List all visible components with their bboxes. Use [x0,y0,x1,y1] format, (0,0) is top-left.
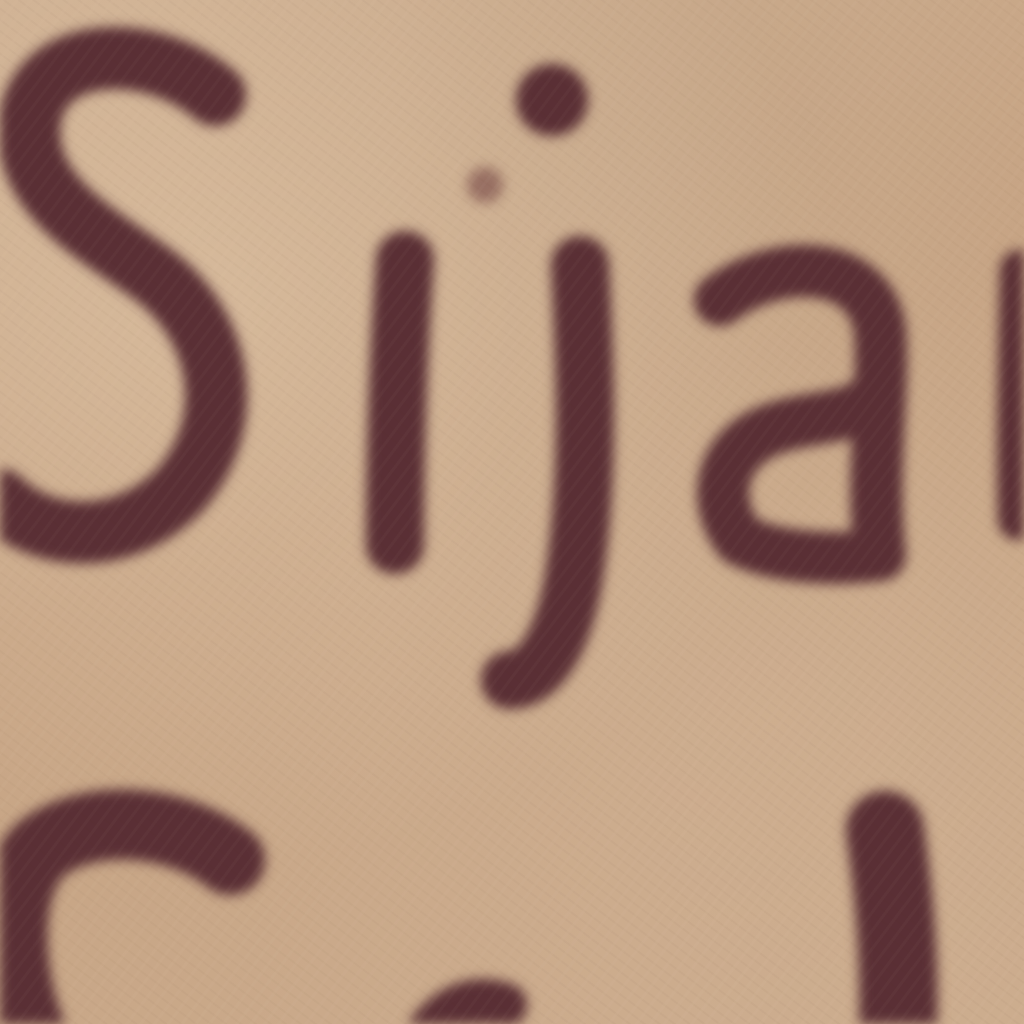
letter-j-dot [516,64,588,136]
letter-j-stem [510,265,585,680]
letter-partial-right [1017,270,1020,520]
ink-fragment-bottom [430,1001,505,1024]
letter-a-bowl [720,271,881,558]
letter-c-second-line [13,825,231,1024]
letter-i-stem [395,260,405,545]
letter-d-stem [885,830,898,1024]
letter-s [0,58,216,532]
letter-i-dot [467,167,503,203]
